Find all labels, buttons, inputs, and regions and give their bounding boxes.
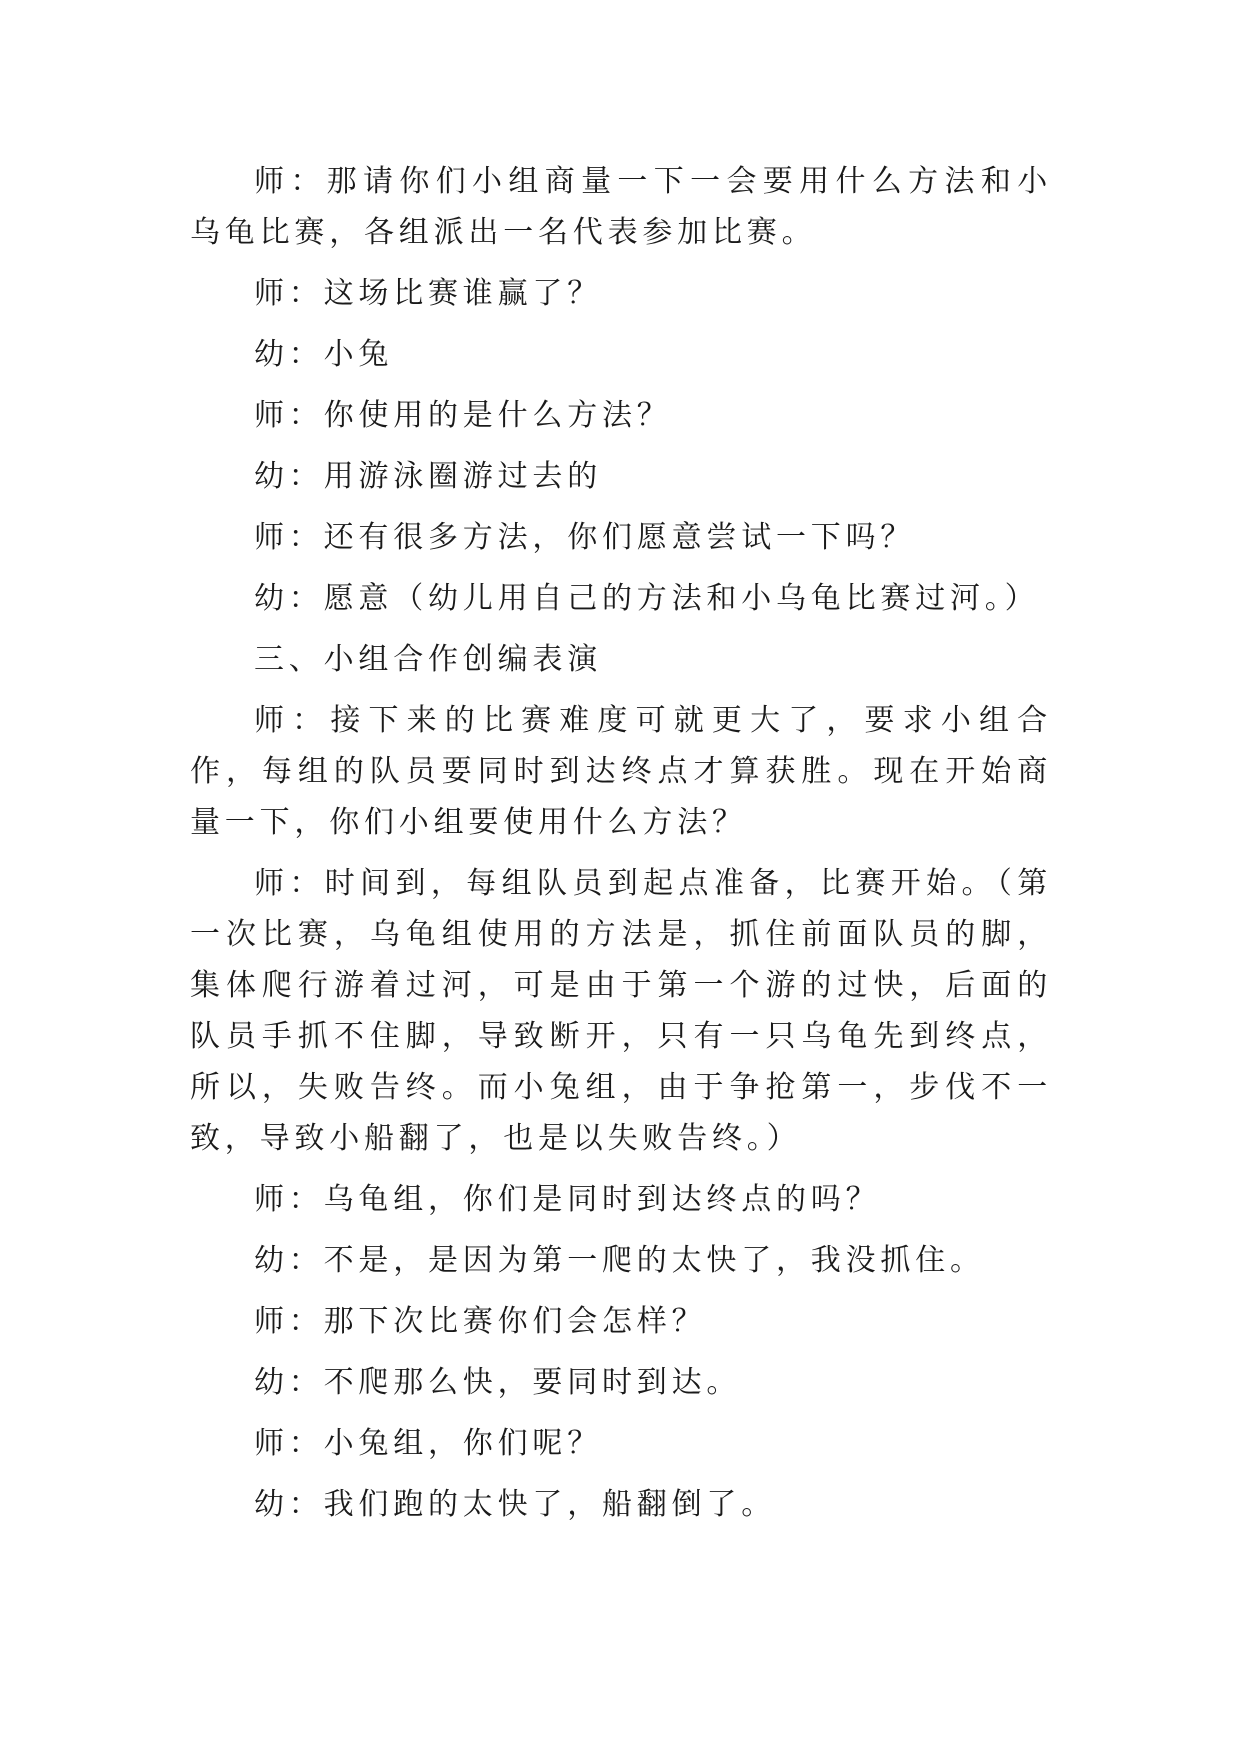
- section-heading: 三、小组合作创编表演: [254, 642, 602, 677]
- paragraph: 幼：不是，是因为第一爬的太快了，我没抓住。: [254, 1243, 985, 1278]
- paragraph: 师：接下来的比赛难度可就更大了，要求小组合作，每组的队员要同时到达终点才算获胜。现在开始商量一下，你们小组要使用什么方法？: [190, 703, 1052, 840]
- paragraph: 幼：不爬那么快，要同时到达。: [254, 1365, 742, 1400]
- paragraph: 师：你使用的是什么方法？: [254, 398, 672, 433]
- paragraph: 师：还有很多方法，你们愿意尝试一下吗？: [254, 520, 916, 555]
- paragraph: 幼：我们跑的太快了，船翻倒了。: [254, 1487, 776, 1522]
- paragraph: 幼：小兔: [254, 337, 394, 372]
- paragraph: 师：这场比赛谁赢了？: [254, 276, 602, 311]
- paragraph: 幼：用游泳圈游过去的: [254, 459, 602, 494]
- paragraph: 师：那请你们小组商量一下一会要用什么方法和小乌龟比赛，各组派出一名代表参加比赛。: [190, 164, 1052, 250]
- paragraph: 师：乌龟组，你们是同时到达终点的吗？: [254, 1182, 881, 1217]
- paragraph: 幼：愿意（幼儿用自己的方法和小乌龟比赛过河。）: [254, 581, 1040, 616]
- paragraph: 师：时间到，每组队员到起点准备，比赛开始。（第一次比赛，乌龟组使用的方法是，抓住前面队员的脚，集体爬行游着过河，可是由于第一个游的过快，后面的队员手抓不住脚，导致断开，只有一只乌龟先到终点，所以，失败告终。而小兔组，由于争抢第一，步伐不一致，导致小船翻了，也是以失败告终。）: [190, 866, 1052, 1156]
- paragraph: 师：小兔组，你们呢？: [254, 1426, 602, 1461]
- document-body: [190, 156, 1052, 1540]
- paragraph: 师：那下次比赛你们会怎样？: [254, 1304, 707, 1339]
